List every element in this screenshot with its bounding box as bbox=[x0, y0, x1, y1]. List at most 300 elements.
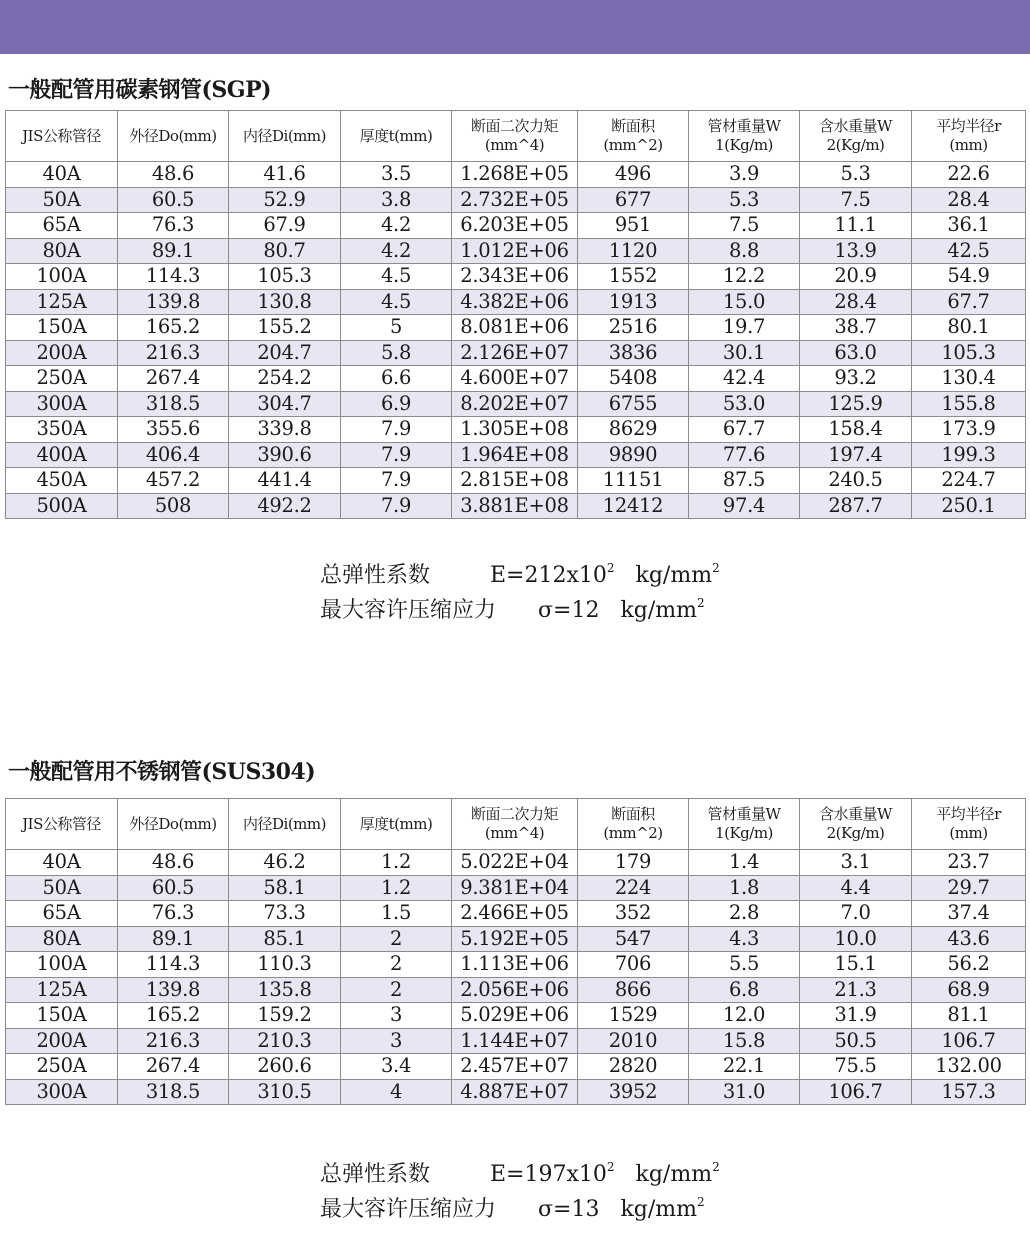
table-cell: 2.815E+08 bbox=[452, 468, 578, 494]
table-cell: 457.2 bbox=[118, 468, 229, 494]
note-value: σ=12 bbox=[538, 598, 600, 623]
table-cell: 12.2 bbox=[689, 264, 800, 290]
column-header-line: (mm^4) bbox=[484, 136, 545, 154]
table-cell: 165.2 bbox=[118, 315, 229, 341]
table-cell: 50A bbox=[6, 875, 118, 901]
column-header-line: 外径Do(mm) bbox=[129, 126, 217, 145]
table-cell: 2.732E+05 bbox=[452, 187, 578, 213]
table-cell: 80A bbox=[6, 926, 118, 952]
table-cell: 58.1 bbox=[229, 875, 341, 901]
table-cell: 173.9 bbox=[912, 417, 1026, 443]
table-cell: 7.9 bbox=[341, 468, 452, 494]
table-cell: 38.7 bbox=[800, 315, 912, 341]
table-cell: 2 bbox=[341, 952, 452, 978]
table-cell: 7.5 bbox=[689, 213, 800, 239]
table-cell: 3.9 bbox=[689, 162, 800, 188]
table-cell: 139.8 bbox=[118, 977, 229, 1003]
table-cell: 4 bbox=[341, 1079, 452, 1105]
table-row bbox=[6, 442, 1026, 468]
table-header-row bbox=[6, 799, 1026, 850]
table-cell: 250A bbox=[6, 366, 118, 392]
table-cell: 31.0 bbox=[689, 1079, 800, 1105]
table-cell: 22.6 bbox=[912, 162, 1026, 188]
table-cell: 951 bbox=[578, 213, 689, 239]
table-cell: 1529 bbox=[578, 1003, 689, 1029]
table-cell: 106.7 bbox=[800, 1079, 912, 1105]
table-cell: 67.9 bbox=[229, 213, 341, 239]
table-cell: 1.144E+07 bbox=[452, 1028, 578, 1054]
table-cell: 2.8 bbox=[689, 901, 800, 927]
table-cell: 155.8 bbox=[912, 391, 1026, 417]
table-cell: 20.9 bbox=[800, 264, 912, 290]
table-row bbox=[6, 875, 1026, 901]
table-cell: 2.457E+07 bbox=[452, 1054, 578, 1080]
table-cell: 2 bbox=[341, 926, 452, 952]
sgp-material-notes bbox=[320, 558, 720, 628]
column-header bbox=[118, 111, 229, 162]
table-cell: 6.6 bbox=[341, 366, 452, 392]
table-cell: 42.4 bbox=[689, 366, 800, 392]
table-cell: 3952 bbox=[578, 1079, 689, 1105]
column-header bbox=[6, 111, 118, 162]
table-cell: 267.4 bbox=[118, 366, 229, 392]
table-cell: 216.3 bbox=[118, 340, 229, 366]
table-cell: 48.6 bbox=[118, 162, 229, 188]
table-header-row bbox=[6, 111, 1026, 162]
table-cell: 390.6 bbox=[229, 442, 341, 468]
table-cell: 105.3 bbox=[912, 340, 1026, 366]
table-cell: 50A bbox=[6, 187, 118, 213]
note-unit: kg/mm bbox=[620, 598, 697, 623]
table-cell: 6.203E+05 bbox=[452, 213, 578, 239]
column-header-line: 内径Di(mm) bbox=[243, 814, 326, 833]
table-cell: 9.381E+04 bbox=[452, 875, 578, 901]
note-value-exponent: 2 bbox=[606, 1160, 615, 1174]
table-cell: 400A bbox=[6, 442, 118, 468]
table-cell: 43.6 bbox=[912, 926, 1026, 952]
table-cell: 19.7 bbox=[689, 315, 800, 341]
column-header bbox=[578, 799, 689, 850]
table-row bbox=[6, 1054, 1026, 1080]
table-cell: 12.0 bbox=[689, 1003, 800, 1029]
column-header-line: 内径Di(mm) bbox=[243, 126, 326, 145]
table-cell: 21.3 bbox=[800, 977, 912, 1003]
column-header-line: 断面二次力矩 bbox=[470, 805, 558, 823]
column-header-line: (mm^2) bbox=[603, 824, 663, 842]
table-cell: 441.4 bbox=[229, 468, 341, 494]
section-title-sus304: 一般配管用不锈钢管(SUS304) bbox=[8, 759, 316, 785]
table-cell: 5 bbox=[341, 315, 452, 341]
table-cell: 60.5 bbox=[118, 875, 229, 901]
table-cell: 1.2 bbox=[341, 875, 452, 901]
table-row bbox=[6, 417, 1026, 443]
table-cell: 300A bbox=[6, 1079, 118, 1105]
table-cell: 30.1 bbox=[689, 340, 800, 366]
column-header-line: 2(Kg/m) bbox=[826, 136, 885, 154]
table-cell: 339.8 bbox=[229, 417, 341, 443]
table-cell: 53.0 bbox=[689, 391, 800, 417]
table-cell: 2516 bbox=[578, 315, 689, 341]
column-header bbox=[578, 111, 689, 162]
table-cell: 260.6 bbox=[229, 1054, 341, 1080]
table-cell: 80.1 bbox=[912, 315, 1026, 341]
table-cell: 204.7 bbox=[229, 340, 341, 366]
table-cell: 5408 bbox=[578, 366, 689, 392]
table-cell: 75.5 bbox=[800, 1054, 912, 1080]
table-cell: 4.5 bbox=[341, 289, 452, 315]
table-cell: 500A bbox=[6, 493, 118, 519]
column-header-line: 含水重量W bbox=[819, 117, 892, 135]
table-cell: 200A bbox=[6, 340, 118, 366]
table-cell: 4.2 bbox=[341, 238, 452, 264]
table-row bbox=[6, 238, 1026, 264]
column-header bbox=[452, 111, 578, 162]
table-cell: 3.5 bbox=[341, 162, 452, 188]
column-header bbox=[800, 111, 912, 162]
table-cell: 11151 bbox=[578, 468, 689, 494]
table-row bbox=[6, 952, 1026, 978]
note-line bbox=[320, 1157, 720, 1192]
table-cell: 7.9 bbox=[341, 417, 452, 443]
table-cell: 216.3 bbox=[118, 1028, 229, 1054]
column-header-line: 外径Do(mm) bbox=[129, 814, 217, 833]
table-cell: 125A bbox=[6, 977, 118, 1003]
table-cell: 7.9 bbox=[341, 493, 452, 519]
table-cell: 130.4 bbox=[912, 366, 1026, 392]
note-unit-exponent: 2 bbox=[697, 1195, 705, 1209]
table-cell: 304.7 bbox=[229, 391, 341, 417]
table-cell: 6.8 bbox=[689, 977, 800, 1003]
table-cell: 350A bbox=[6, 417, 118, 443]
table-cell: 67.7 bbox=[912, 289, 1026, 315]
table-cell: 13.9 bbox=[800, 238, 912, 264]
table-cell: 2.056E+06 bbox=[452, 977, 578, 1003]
table-row bbox=[6, 391, 1026, 417]
sgp-pipe-table bbox=[5, 110, 1026, 519]
column-header-line: 厚度t(mm) bbox=[359, 814, 433, 833]
table-cell: 2.126E+07 bbox=[452, 340, 578, 366]
note-line bbox=[320, 558, 720, 593]
section-title-sgp: 一般配管用碳素钢管(SGP) bbox=[8, 77, 272, 103]
column-header-line: 1(Kg/m) bbox=[715, 136, 773, 154]
table-cell: 76.3 bbox=[118, 901, 229, 927]
table-cell: 130.8 bbox=[229, 289, 341, 315]
table-cell: 65A bbox=[6, 901, 118, 927]
table-cell: 40A bbox=[6, 850, 118, 876]
table-cell: 132.00 bbox=[912, 1054, 1026, 1080]
table-row bbox=[6, 977, 1026, 1003]
table-cell: 310.5 bbox=[229, 1079, 341, 1105]
table-cell: 1.268E+05 bbox=[452, 162, 578, 188]
table-cell: 866 bbox=[578, 977, 689, 1003]
column-header-line: 1(Kg/m) bbox=[715, 824, 773, 842]
column-header bbox=[341, 799, 452, 850]
column-header bbox=[912, 111, 1026, 162]
table-row bbox=[6, 901, 1026, 927]
table-cell: 318.5 bbox=[118, 1079, 229, 1105]
table-cell: 3.881E+08 bbox=[452, 493, 578, 519]
table-cell: 125A bbox=[6, 289, 118, 315]
table-cell: 250A bbox=[6, 1054, 118, 1080]
table-cell: 200A bbox=[6, 1028, 118, 1054]
note-value: σ=13 bbox=[538, 1197, 600, 1222]
table-cell: 224 bbox=[578, 875, 689, 901]
note-line bbox=[320, 1192, 720, 1227]
table-cell: 89.1 bbox=[118, 238, 229, 264]
sus304-material-notes bbox=[320, 1157, 720, 1227]
table-cell: 199.3 bbox=[912, 442, 1026, 468]
table-cell: 68.9 bbox=[912, 977, 1026, 1003]
table-cell: 81.1 bbox=[912, 1003, 1026, 1029]
table-cell: 9890 bbox=[578, 442, 689, 468]
column-header bbox=[452, 799, 578, 850]
table-cell: 158.4 bbox=[800, 417, 912, 443]
column-header-line: JIS公称管径 bbox=[22, 814, 101, 833]
table-cell: 7.9 bbox=[341, 442, 452, 468]
table-cell: 23.7 bbox=[912, 850, 1026, 876]
table-cell: 114.3 bbox=[118, 952, 229, 978]
note-value: E=212x10 bbox=[490, 563, 607, 588]
table-cell: 3.1 bbox=[800, 850, 912, 876]
table-cell: 492.2 bbox=[229, 493, 341, 519]
table-cell: 40A bbox=[6, 162, 118, 188]
table-cell: 250.1 bbox=[912, 493, 1026, 519]
table-cell: 2.343E+06 bbox=[452, 264, 578, 290]
table-cell: 8.8 bbox=[689, 238, 800, 264]
table-cell: 5.192E+05 bbox=[452, 926, 578, 952]
column-header-line: 平均半径r bbox=[936, 117, 1001, 135]
table-cell: 36.1 bbox=[912, 213, 1026, 239]
table-cell: 4.887E+07 bbox=[452, 1079, 578, 1105]
table-cell: 11.1 bbox=[800, 213, 912, 239]
column-header bbox=[341, 111, 452, 162]
table-cell: 352 bbox=[578, 901, 689, 927]
table-cell: 65A bbox=[6, 213, 118, 239]
note-unit: kg/mm bbox=[635, 563, 713, 588]
column-header-line: JIS公称管径 bbox=[22, 126, 101, 145]
table-cell: 287.7 bbox=[800, 493, 912, 519]
column-header-line: 断面二次力矩 bbox=[470, 117, 558, 135]
table-cell: 2820 bbox=[578, 1054, 689, 1080]
table-cell: 37.4 bbox=[912, 901, 1026, 927]
table-cell: 60.5 bbox=[118, 187, 229, 213]
table-cell: 52.9 bbox=[229, 187, 341, 213]
column-header-line: 断面积 bbox=[611, 117, 655, 135]
table-cell: 67.7 bbox=[689, 417, 800, 443]
table-cell: 5.029E+06 bbox=[452, 1003, 578, 1029]
note-unit-exponent: 2 bbox=[712, 561, 720, 575]
table-cell: 3.4 bbox=[341, 1054, 452, 1080]
column-header-line: (mm^4) bbox=[484, 824, 545, 842]
table-cell: 2010 bbox=[578, 1028, 689, 1054]
table-cell: 547 bbox=[578, 926, 689, 952]
table-row bbox=[6, 187, 1026, 213]
table-cell: 100A bbox=[6, 264, 118, 290]
table-cell: 508 bbox=[118, 493, 229, 519]
table-cell: 406.4 bbox=[118, 442, 229, 468]
table-cell: 165.2 bbox=[118, 1003, 229, 1029]
table-row bbox=[6, 315, 1026, 341]
table-cell: 73.3 bbox=[229, 901, 341, 927]
note-label: 总弹性系数 bbox=[320, 1162, 431, 1187]
note-value: E=197x10 bbox=[490, 1162, 607, 1187]
table-cell: 105.3 bbox=[229, 264, 341, 290]
table-row bbox=[6, 493, 1026, 519]
table-row bbox=[6, 926, 1026, 952]
table-cell: 159.2 bbox=[229, 1003, 341, 1029]
column-header bbox=[689, 111, 800, 162]
table-cell: 106.7 bbox=[912, 1028, 1026, 1054]
table-cell: 125.9 bbox=[800, 391, 912, 417]
column-header-line: 平均半径r bbox=[936, 805, 1001, 823]
table-row bbox=[6, 850, 1026, 876]
table-cell: 210.3 bbox=[229, 1028, 341, 1054]
table-cell: 85.1 bbox=[229, 926, 341, 952]
column-header-line: (mm) bbox=[949, 136, 988, 154]
table-cell: 4.4 bbox=[800, 875, 912, 901]
table-cell: 5.3 bbox=[800, 162, 912, 188]
table-cell: 80A bbox=[6, 238, 118, 264]
table-cell: 179 bbox=[578, 850, 689, 876]
table-cell: 155.2 bbox=[229, 315, 341, 341]
table-cell: 677 bbox=[578, 187, 689, 213]
table-cell: 450A bbox=[6, 468, 118, 494]
column-header-line: 断面积 bbox=[611, 805, 655, 823]
table-cell: 29.7 bbox=[912, 875, 1026, 901]
note-unit-exponent: 2 bbox=[712, 1160, 720, 1174]
table-cell: 100A bbox=[6, 952, 118, 978]
table-cell: 7.5 bbox=[800, 187, 912, 213]
table-row bbox=[6, 264, 1026, 290]
table-cell: 5.8 bbox=[341, 340, 452, 366]
table-cell: 1.5 bbox=[341, 901, 452, 927]
table-row bbox=[6, 162, 1026, 188]
note-line bbox=[320, 593, 720, 628]
table-cell: 54.9 bbox=[912, 264, 1026, 290]
table-cell: 4.600E+07 bbox=[452, 366, 578, 392]
table-cell: 28.4 bbox=[800, 289, 912, 315]
table-cell: 110.3 bbox=[229, 952, 341, 978]
table-cell: 318.5 bbox=[118, 391, 229, 417]
table-cell: 22.1 bbox=[689, 1054, 800, 1080]
table-cell: 4.382E+06 bbox=[452, 289, 578, 315]
table-cell: 267.4 bbox=[118, 1054, 229, 1080]
column-header bbox=[800, 799, 912, 850]
table-cell: 150A bbox=[6, 315, 118, 341]
table-cell: 1913 bbox=[578, 289, 689, 315]
table-cell: 355.6 bbox=[118, 417, 229, 443]
table-cell: 706 bbox=[578, 952, 689, 978]
column-header-line: (mm^2) bbox=[603, 136, 663, 154]
column-header-line: 2(Kg/m) bbox=[826, 824, 885, 842]
table-cell: 240.5 bbox=[800, 468, 912, 494]
table-cell: 15.0 bbox=[689, 289, 800, 315]
table-cell: 3836 bbox=[578, 340, 689, 366]
table-cell: 4.3 bbox=[689, 926, 800, 952]
note-label: 最大容许压缩应力 bbox=[320, 1197, 497, 1222]
table-cell: 1.8 bbox=[689, 875, 800, 901]
table-cell: 1.2 bbox=[341, 850, 452, 876]
table-cell: 4.2 bbox=[341, 213, 452, 239]
table-cell: 41.6 bbox=[229, 162, 341, 188]
table-cell: 77.6 bbox=[689, 442, 800, 468]
table-cell: 254.2 bbox=[229, 366, 341, 392]
note-unit: kg/mm bbox=[620, 1197, 697, 1222]
table-cell: 1.4 bbox=[689, 850, 800, 876]
column-header-line: 含水重量W bbox=[819, 805, 892, 823]
table-cell: 150A bbox=[6, 1003, 118, 1029]
table-cell: 3.8 bbox=[341, 187, 452, 213]
table-cell: 496 bbox=[578, 162, 689, 188]
column-header bbox=[118, 799, 229, 850]
table-cell: 1552 bbox=[578, 264, 689, 290]
note-unit: kg/mm bbox=[635, 1162, 713, 1187]
top-banner bbox=[0, 0, 1030, 54]
table-cell: 97.4 bbox=[689, 493, 800, 519]
table-cell: 1.964E+08 bbox=[452, 442, 578, 468]
column-header bbox=[229, 799, 341, 850]
sus304-pipe-table bbox=[5, 798, 1026, 1105]
table-cell: 4.5 bbox=[341, 264, 452, 290]
table-cell: 31.9 bbox=[800, 1003, 912, 1029]
table-cell: 300A bbox=[6, 391, 118, 417]
table-cell: 6755 bbox=[578, 391, 689, 417]
table-cell: 157.3 bbox=[912, 1079, 1026, 1105]
column-header-line: 管材重量W bbox=[707, 117, 781, 135]
table-cell: 2.466E+05 bbox=[452, 901, 578, 927]
table-cell: 3 bbox=[341, 1003, 452, 1029]
table-cell: 28.4 bbox=[912, 187, 1026, 213]
table-cell: 42.5 bbox=[912, 238, 1026, 264]
table-row bbox=[6, 366, 1026, 392]
table-cell: 76.3 bbox=[118, 213, 229, 239]
table-row bbox=[6, 1003, 1026, 1029]
table-cell: 5.022E+04 bbox=[452, 850, 578, 876]
table-cell: 46.2 bbox=[229, 850, 341, 876]
table-row bbox=[6, 289, 1026, 315]
table-cell: 93.2 bbox=[800, 366, 912, 392]
table-cell: 8629 bbox=[578, 417, 689, 443]
column-header bbox=[229, 111, 341, 162]
table-cell: 48.6 bbox=[118, 850, 229, 876]
table-cell: 1.012E+06 bbox=[452, 238, 578, 264]
table-row bbox=[6, 340, 1026, 366]
table-cell: 89.1 bbox=[118, 926, 229, 952]
table-row bbox=[6, 1079, 1026, 1105]
table-row bbox=[6, 213, 1026, 239]
column-header-line: 厚度t(mm) bbox=[359, 126, 433, 145]
column-header bbox=[912, 799, 1026, 850]
table-cell: 56.2 bbox=[912, 952, 1026, 978]
table-cell: 1.305E+08 bbox=[452, 417, 578, 443]
table-cell: 12412 bbox=[578, 493, 689, 519]
table-cell: 15.1 bbox=[800, 952, 912, 978]
table-cell: 7.0 bbox=[800, 901, 912, 927]
table-cell: 2 bbox=[341, 977, 452, 1003]
table-cell: 63.0 bbox=[800, 340, 912, 366]
note-label: 最大容许压缩应力 bbox=[320, 598, 497, 623]
column-header bbox=[689, 799, 800, 850]
table-cell: 8.081E+06 bbox=[452, 315, 578, 341]
table-row bbox=[6, 1028, 1026, 1054]
table-cell: 5.3 bbox=[689, 187, 800, 213]
note-value-exponent: 2 bbox=[606, 561, 615, 575]
table-cell: 15.8 bbox=[689, 1028, 800, 1054]
table-row bbox=[6, 468, 1026, 494]
table-cell: 114.3 bbox=[118, 264, 229, 290]
note-label: 总弹性系数 bbox=[320, 563, 431, 588]
table-cell: 1120 bbox=[578, 238, 689, 264]
